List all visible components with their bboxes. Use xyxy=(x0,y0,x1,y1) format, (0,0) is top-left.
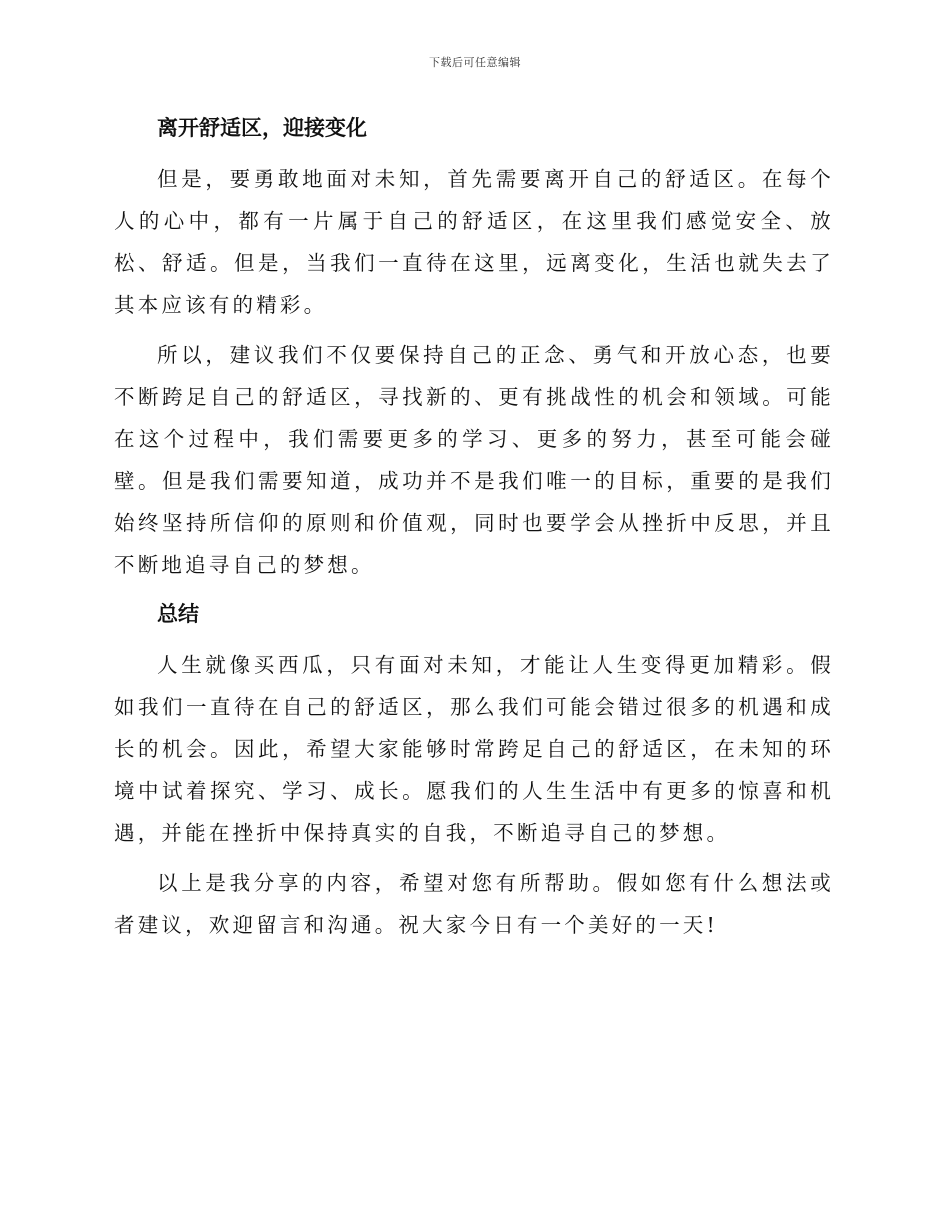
paragraph: 所以，建议我们不仅要保持自己的正念、勇气和开放心态，也要不断跨足自己的舒适区，寻找新的、更有挑战性的机会和领域。可能在这个过程中，我们需要更多的学习、更多的努力，甚至可能会碰壁。但是我们需要知道，成功并不是我们唯一的目标，重要的是我们始终坚持所信仰的原则和价值观，同时也要学会从挫折中反思，并且不断地追寻自己的梦想。 xyxy=(114,343,834,577)
document-body xyxy=(114,108,834,954)
paragraph: 但是，要勇敢地面对未知，首先需要离开自己的舒适区。在每个人的心中，都有一片属于自己的舒适区，在这里我们感觉安全、放松、舒适。但是，当我们一直待在这里，远离变化，生活也就失去了其本应该有的精彩。 xyxy=(114,167,834,317)
section-heading-comfort-zone: 离开舒适区，迎接变化 xyxy=(157,116,367,140)
paragraph: 以上是我分享的内容，希望对您有所帮助。假如您有什么想法或者建议，欢迎留言和沟通。祝大家今日有一个美好的一天! xyxy=(114,871,834,937)
header-note: 下载后可任意编辑 xyxy=(429,56,521,69)
section-heading-summary: 总结 xyxy=(157,602,199,626)
paragraph: 人生就像买西瓜，只有面对未知，才能让人生变得更加精彩。假如我们一直待在自己的舒适区，那么我们可能会错过很多的机遇和成长的机会。因此，希望大家能够时常跨足自己的舒适区，在未知的环境中试着探究、学习、成长。愿我们的人生生活中有更多的惊喜和机遇，并能在挫折中保持真实的自我，不断追寻自己的梦想。 xyxy=(114,653,834,845)
